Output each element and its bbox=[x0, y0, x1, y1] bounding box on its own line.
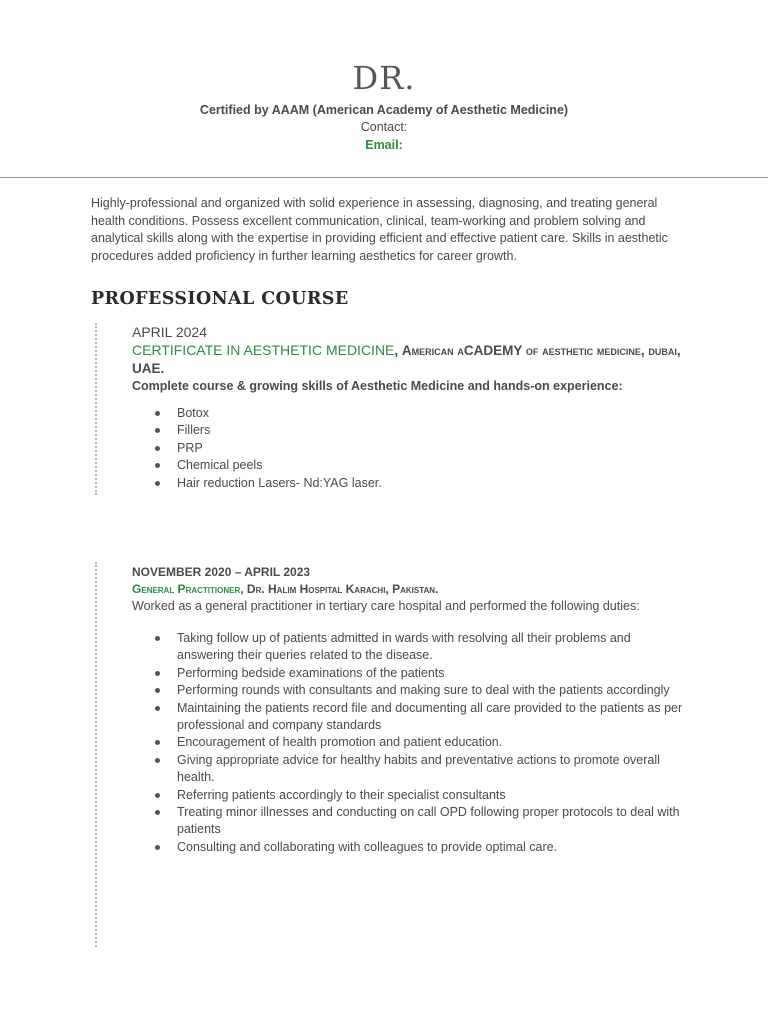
bullet-icon bbox=[155, 636, 160, 641]
entry-title-separator: , bbox=[394, 343, 402, 358]
list-item bbox=[132, 752, 687, 787]
list-item-text: Encouragement of health promotion and patient education. bbox=[177, 735, 503, 750]
list-item-text: Taking follow up of patients admitted in wards with resolving all their problems and answering their queries related to the disease. bbox=[177, 631, 631, 663]
entry-date: APRIL 2024 bbox=[132, 324, 207, 340]
bullet-icon bbox=[155, 671, 160, 676]
bullet-icon bbox=[155, 481, 160, 486]
list-item-text: Treating minor illnesses and conducting on call OPD following proper protocols to deal with patients bbox=[177, 805, 680, 837]
list-item bbox=[132, 422, 687, 439]
list-item bbox=[132, 839, 687, 856]
bullet-icon bbox=[155, 446, 160, 451]
entry-date: NOVEMBER 2020 – APRIL 2023 bbox=[132, 565, 311, 579]
entry-role: General Practitioner bbox=[132, 582, 241, 596]
list-item-text: PRP bbox=[177, 440, 203, 455]
list-item bbox=[132, 665, 687, 682]
list-item bbox=[132, 457, 687, 474]
bullet-icon bbox=[155, 688, 160, 693]
list-item-text: Referring patients accordingly to their specialist consultants bbox=[177, 787, 506, 802]
entry-aesthetic-certificate bbox=[95, 323, 695, 495]
list-item-text: Giving appropriate advice for healthy habits and preventative actions to promote overall health. bbox=[177, 752, 660, 785]
email-label: Email: bbox=[365, 138, 403, 152]
bullet-icon bbox=[155, 758, 160, 763]
bullet-icon bbox=[155, 845, 160, 850]
list-item-text: Chemical peels bbox=[177, 458, 263, 473]
list-item bbox=[132, 405, 687, 422]
entry-role: CERTIFICATE IN AESTHETIC MEDICINE bbox=[132, 342, 395, 358]
entry-intro: Worked as a general practitioner in tertiary care hospital and performed the following duties: bbox=[132, 599, 640, 613]
resume-header bbox=[0, 0, 768, 154]
entry-intro: Complete course & growing skills of Aesthetic Medicine and hands-on experience: bbox=[132, 379, 623, 393]
bullet-icon bbox=[155, 793, 160, 798]
list-item-text: Maintaining the patients record file and documenting all care provided to the patients as per professional and company standards bbox=[177, 700, 683, 733]
list-item bbox=[132, 630, 687, 665]
entry-general-practitioner bbox=[95, 562, 695, 947]
professional-summary: Highly-professional and organized with solid experience in assessing, diagnosing, and treating general health conditions. Possess excellent communication, clinical, team-working and problem solving and analytical skills along with the expertise in providing efficient and effective patient care. Skills in aesthetic procedures added proficiency in further learning aesthetics for career growth. bbox=[91, 196, 668, 263]
bullet-icon bbox=[155, 428, 160, 433]
list-item-text: Botox bbox=[177, 406, 209, 420]
contact-label: Contact: bbox=[360, 120, 408, 134]
bullet-icon bbox=[155, 740, 160, 745]
timeline-rail bbox=[95, 562, 97, 947]
list-item bbox=[132, 475, 687, 492]
bullet-icon bbox=[155, 463, 160, 468]
list-item-text: Fillers bbox=[177, 423, 211, 438]
list-item-text: Performing rounds with consultants and making sure to deal with the patients accordingly bbox=[177, 683, 670, 698]
list-item bbox=[132, 682, 687, 699]
entry-title bbox=[132, 580, 687, 598]
list-item bbox=[132, 440, 687, 457]
list-item bbox=[132, 804, 687, 839]
certification-line: Certified by AAAM (American Academy of Aesthetic Medicine) bbox=[199, 103, 569, 117]
entry-title-separator: , bbox=[240, 582, 247, 596]
duties-list bbox=[132, 630, 687, 856]
section-title: PROFESSIONAL COURSE bbox=[91, 289, 349, 309]
timeline-rail bbox=[95, 323, 97, 495]
list-item-text: Consulting and collaborating with colleagues to provide optimal care. bbox=[177, 839, 558, 854]
doctor-name: DR. bbox=[352, 59, 416, 97]
entry-organization: Dr. Halim Hospital Karachi, Pakistan. bbox=[246, 582, 439, 596]
list-item-text: Hair reduction Lasers- Nd:YAG laser. bbox=[177, 475, 382, 490]
entry-organization: American aCADEMY of aesthetic medicine, dubai, UAE. bbox=[132, 343, 681, 376]
list-item bbox=[132, 700, 687, 735]
list-item bbox=[132, 787, 687, 804]
bullet-icon bbox=[155, 810, 160, 815]
header-divider bbox=[0, 177, 768, 178]
bullet-icon bbox=[155, 706, 160, 711]
skills-list bbox=[132, 405, 687, 492]
list-item bbox=[132, 734, 687, 751]
entry-title bbox=[132, 341, 687, 378]
bullet-icon bbox=[155, 411, 160, 416]
list-item-text: Performing bedside examinations of the patients bbox=[177, 665, 445, 680]
